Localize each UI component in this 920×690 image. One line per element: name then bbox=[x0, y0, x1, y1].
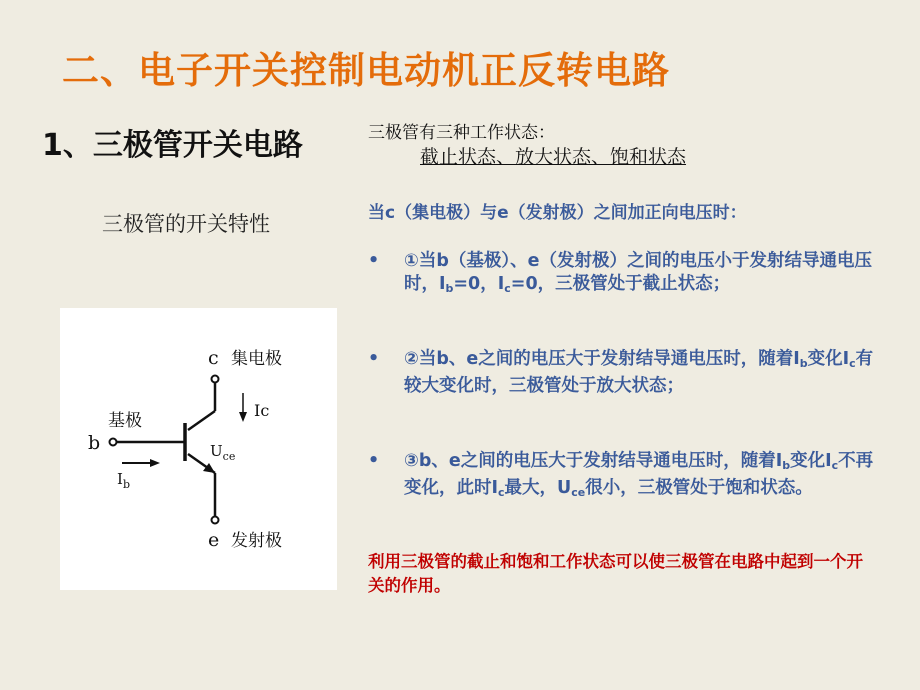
states-list: 截止状态、放大状态、饱和状态 bbox=[420, 146, 687, 168]
uce-label: $U_{ce}$ bbox=[210, 442, 236, 463]
page-title: 二、电子开关控制电动机正反转电路 bbox=[62, 49, 670, 92]
bullet-dot: • bbox=[368, 451, 380, 471]
bullet-dot: • bbox=[368, 349, 380, 369]
summary-text: 利用三极管的截止和饱和工作状态可以使三极管在电路中起到一个开关的作用。 bbox=[368, 552, 863, 595]
emitter-label: 发射极 bbox=[231, 531, 282, 551]
emitter-letter: e bbox=[208, 529, 220, 551]
diagram-caption: 三极管的开关特性 bbox=[102, 212, 270, 236]
condition-text: 当c（集电极）与e（发射极）之间加正向电压时： bbox=[368, 203, 747, 223]
collector-label: 集电极 bbox=[231, 349, 282, 369]
section-subtitle: 1、三极管开关电路 bbox=[42, 128, 303, 163]
base-letter: b bbox=[88, 432, 101, 454]
emitter-terminal bbox=[212, 517, 219, 524]
ib-arrow-icon bbox=[150, 459, 160, 467]
ic-label: Ic bbox=[254, 401, 270, 420]
bullet-dot: • bbox=[368, 251, 380, 271]
ic-arrow-icon bbox=[239, 412, 247, 422]
bullet-cutoff-text: ①当b（基极）、e（发射极）之间的电压小于发射结导通电压时，$I_b=0$，$I_c=0$，三极管处于截止状态； bbox=[404, 251, 872, 295]
transistor-symbol bbox=[60, 308, 337, 590]
base-label: 基极 bbox=[108, 411, 142, 431]
bullet-amplify-text: ②当b、e之间的电压大于发射结导通电压时，随着$I_b$变化$I_c$有较大变化时，三极管处于放大状态； bbox=[404, 349, 874, 396]
collector-terminal bbox=[212, 376, 219, 383]
bullet-saturation-text: ③b、e之间的电压大于发射结导通电压时，随着$I_b$变化$I_c$不再变化，此时$I_c$最大，$U_{ce}$很小，三极管处于饱和状态。 bbox=[404, 451, 874, 499]
states-intro: 三极管有三种工作状态： bbox=[368, 123, 555, 143]
base-terminal bbox=[110, 439, 117, 446]
transistor-diagram bbox=[60, 308, 337, 590]
collector-letter: c bbox=[208, 347, 219, 369]
ib-label: $I_b$ bbox=[117, 470, 130, 491]
